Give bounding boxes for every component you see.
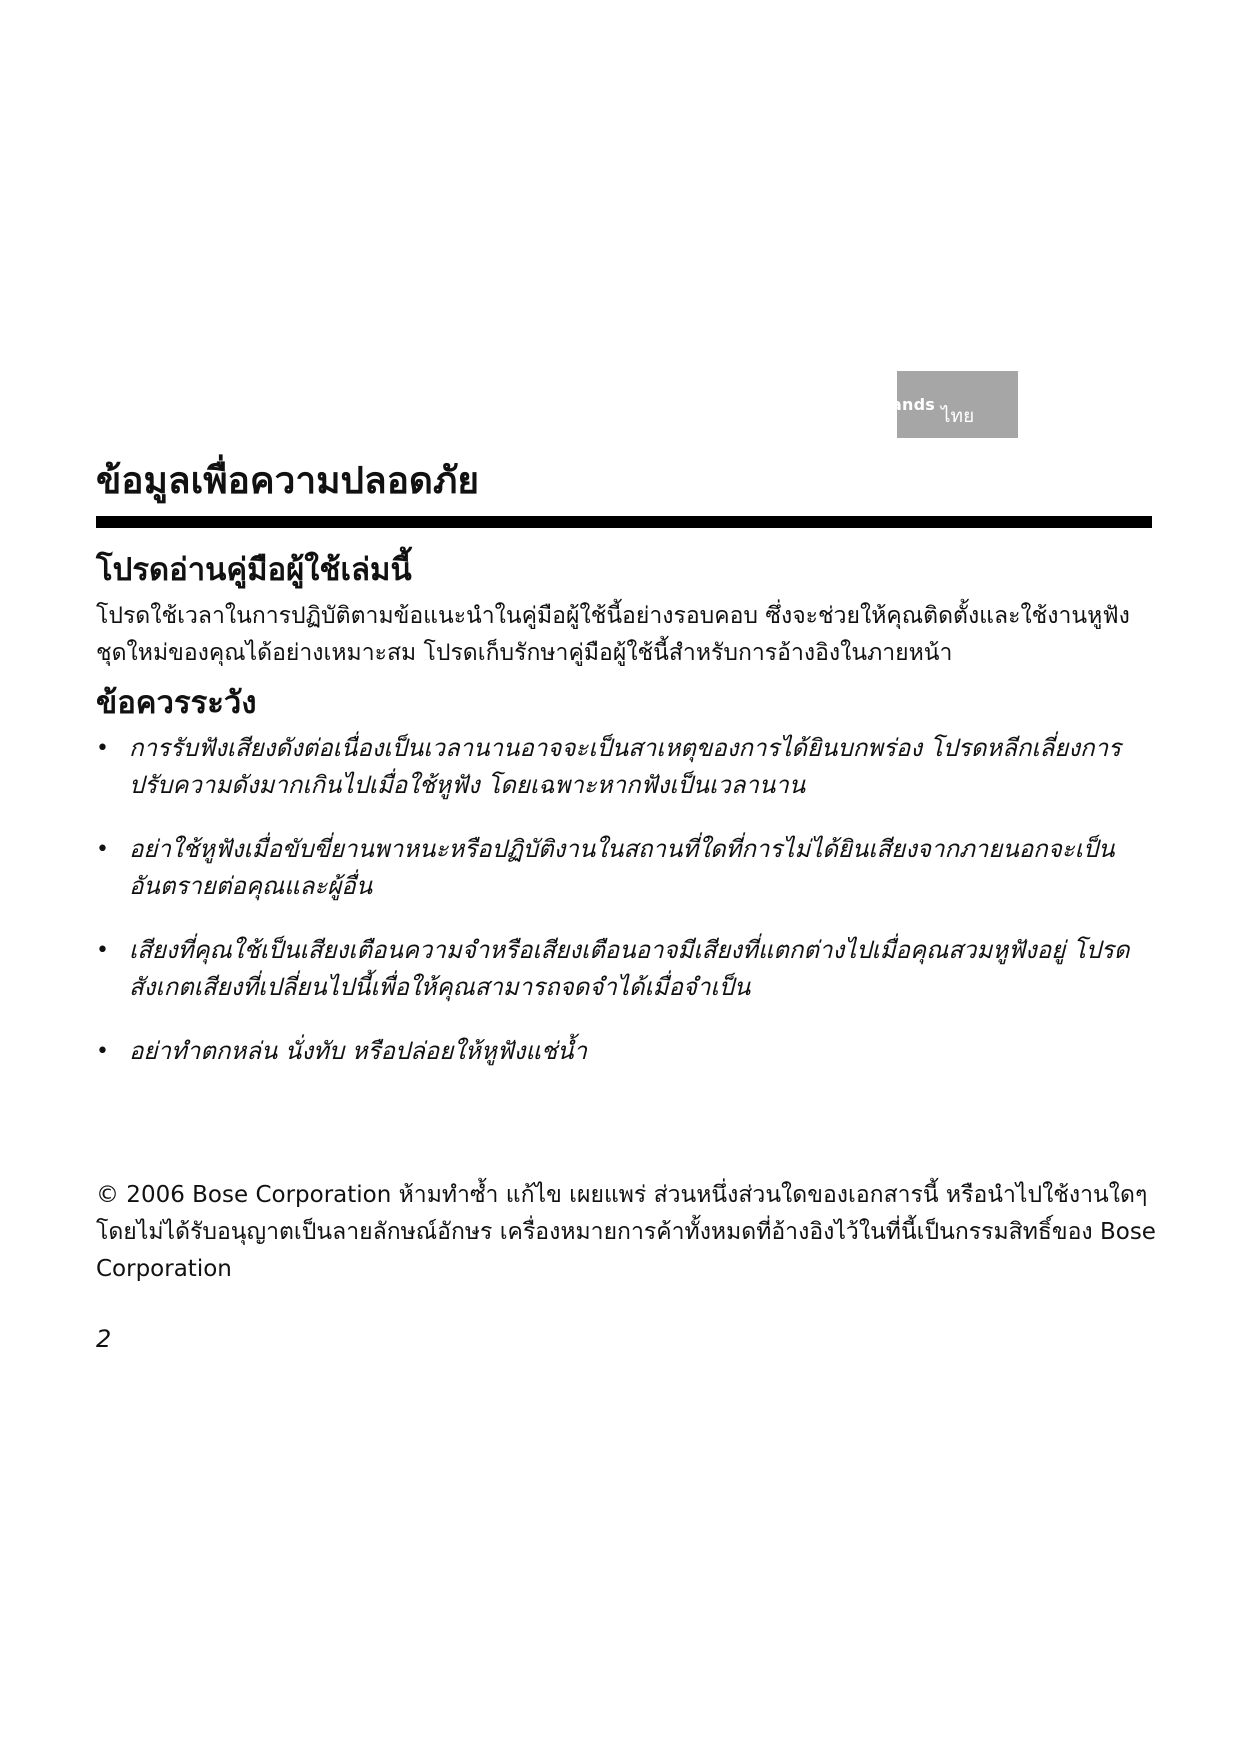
language-tab-current: ไทย bbox=[941, 405, 975, 427]
bullet: • bbox=[96, 1039, 109, 1064]
caution-list bbox=[96, 730, 1156, 1097]
list-item bbox=[96, 1033, 1156, 1070]
read-manual-heading: โปรดอ่านคู่มือผู้ใช้เล่มนี้ bbox=[96, 552, 412, 588]
list-item bbox=[96, 932, 1156, 1006]
caution-item-text: อย่าใช้หูฟังเมื่อขับขี่ยานพาหนะหรือปฏิบัติงานในสถานที่ใดที่การไม่ได้ยินเสียงจากภายนอกจะเป็นอันตรายต่อคุณและผู้อื่น bbox=[129, 835, 1115, 900]
caution-heading: ข้อควรระวัง bbox=[96, 685, 257, 721]
page-number: 2 bbox=[96, 1325, 112, 1353]
bullet: • bbox=[96, 938, 109, 963]
list-item bbox=[96, 730, 1156, 804]
read-manual-body: โปรดใช้เวลาในการปฏิบัติตามข้อแนะนำในคู่มือผู้ใช้นี้อย่างรอบคอบ ซึ่งจะช่วยให้คุณติดตั้งและใช้งานหูฟังชุดใหม่ของคุณได้อย่างเหมาะสม โปรดเก็บรักษาคู่มือผู้ใช้นี้สำหรับการอ้างอิงในภายหน้า bbox=[96, 603, 1130, 666]
list-item bbox=[96, 831, 1156, 905]
title-divider bbox=[96, 516, 1152, 528]
bullet: • bbox=[96, 736, 109, 761]
caution-item-text: เสียงที่คุณใช้เป็นเสียงเตือนความจำหรือเสียงเตือนอาจมีเสียงที่แตกต่างไปเมื่อคุณสวมหูฟังอยู่ โปรดสังเกตเสียงที่เปลี่ยนไปนี้เพื่อให้คุณสามารถจดจำได้เมื่อจำเป็น bbox=[129, 936, 1130, 1001]
language-tab bbox=[891, 371, 1018, 438]
caution-item-text: อย่าทำตกหล่น นั่งทับ หรือปล่อยให้หูฟังแช่น้ำ bbox=[129, 1037, 587, 1065]
page-title: ข้อมูลเพื่อความปลอดภัย bbox=[96, 459, 480, 502]
language-tab-previous: ands bbox=[891, 395, 935, 414]
caution-item-text: การรับฟังเสียงดังต่อเนื่องเป็นเวลานานอาจจะเป็นสาเหตุของการได้ยินบกพร่อง โปรดหลีกเลี่ยงการปรับความดังมากเกินไปเมื่อใช้หูฟัง โดยเฉพาะหากฟังเป็นเวลานาน bbox=[129, 734, 1121, 799]
copyright-notice: © 2006 Bose Corporation ห้ามทำซ้ำ แก้ไข เผยแพร่ ส่วนหนึ่งส่วนใดของเอกสารนี้ หรือนำไปใช้งานใดๆ โดยไม่ได้รับอนุญาตเป็นลายลักษณ์อักษร เครื่องหมายการค้าทั้งหมดที่อ้างอิงไว้ในที่นี้เป็นกรรมสิทธิ์ของ Bose Corporation bbox=[96, 1182, 1156, 1282]
bullet: • bbox=[96, 837, 109, 862]
